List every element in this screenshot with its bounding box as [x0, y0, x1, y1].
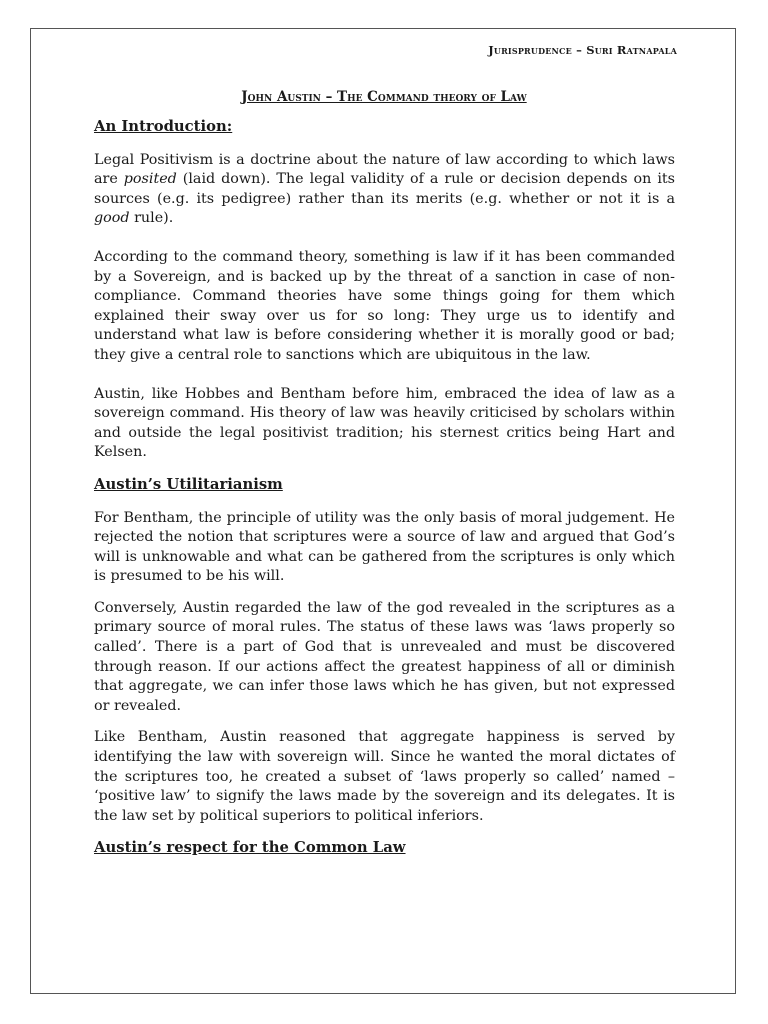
intro-paragraph-3: Austin, like Hobbes and Bentham before him, embraced the idea of law as a sovereign command. His theory of law was heavily criticised by scholars within and outside the legal positivist tradition; his sternest critics being Hart and Kelsen.	[94, 385, 675, 461]
running-header: Jurisprudence – Suri Ratnapala	[488, 43, 677, 57]
intro-paragraph-1: Legal Positivism is a doctrine about the nature of law according to which laws are posited (laid down). The legal validity of a rule or decision depends on its sources (e.g. its pedigree) rather than its merits (e.g. whether or not it is a good rule).	[94, 151, 675, 227]
emphasis-posited: posited	[123, 171, 177, 188]
section-heading-introduction: An Introduction:	[94, 118, 233, 135]
document-body	[94, 117, 675, 872]
document-title: John Austin – The Command theory of Law	[241, 89, 527, 105]
intro-paragraph-2: According to the command theory, something is law if it has been commanded by a Sovereign, and is backed up by the threat of a sanction in case of non-compliance. Command theories have some things going for them which explained their sway over us for so long: They urge us to identify and understand what law is before considering whether it is morally good or bad; they give a central role to sanctions which are ubiquitous in the law.	[94, 248, 675, 363]
section-heading-common-law: Austin’s respect for the Common Law	[94, 839, 406, 857]
section-heading-utilitarianism: Austin’s Utilitarianism	[94, 475, 283, 493]
emphasis-good: good	[94, 210, 130, 227]
utilitarianism-paragraph-1: For Bentham, the principle of utility was the only basis of moral judgement. He rejected the notion that scriptures were a source of law and argued that God’s will is unknowable and what can be gathered from the scriptures is only which is presumed to be his will.	[94, 509, 675, 585]
utilitarianism-paragraph-2: Conversely, Austin regarded the law of the god revealed in the scriptures as a primary source of moral rules. The status of these laws was ‘laws properly so called’. There is a part of God that is unrevealed and must be discovered through reason. If our actions affect the greatest happiness of all or diminish that aggregate, we can infer those laws which he has given, but not expressed or revealed.	[94, 599, 675, 714]
utilitarianism-paragraph-3: Like Bentham, Austin reasoned that aggregate happiness is served by identifying the law with sovereign will. Since he wanted the moral dictates of the scriptures too, he created a subset of ‘laws properly so called’ named – ‘positive law’ to signify the laws made by the sovereign and its delegates. It is the law set by political superiors to political inferiors.	[94, 729, 675, 824]
